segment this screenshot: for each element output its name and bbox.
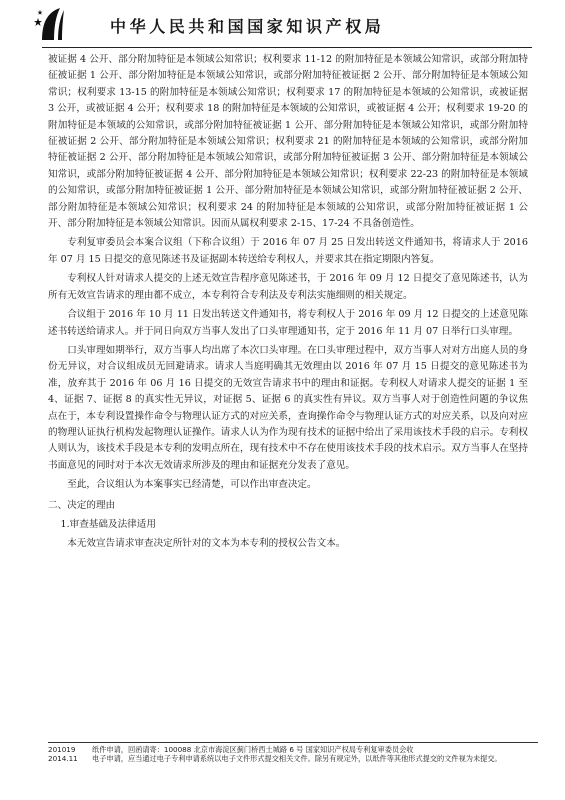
paragraph-hearing-notice: 合议组于 2016 年 10 月 11 日发出转送文件通知书，将专利权人于 2016 年 09 月 12 日提交的上述意见陈述书转送给请求人。并于同日向双方当事人发出了口头审理通知书，定于 2016 年 11 月 07 日举行口头审理。 <box>48 309 528 337</box>
cnipa-emblem-icon <box>34 6 70 42</box>
footer-row <box>48 745 538 754</box>
electronic-filing-note: 电子申请，应当通过电子专利申请系统以电子文件形式提交相关文件。除另有规定外，以纸件等其他形式提交的文件视为未提交。 <box>92 754 502 764</box>
header-rule <box>42 47 532 48</box>
paragraph-oral-hearing: 口头审理如期举行，双方当事人均出席了本次口头审理。在口头审理过程中，双方当事人对对方出庭人员的身份无异议，对合议组成员无回避请求。请求人当庭明确其无效理由以 2016 年 07 月 15 日提交的意见陈述书为准，放弃其于 2016 年 06 月 16 日提交的无效宣告请求书中的理由和证据。专利权人对请求人提交的证据 1 至 4、证据 7、证据 8 的真实性无异议，对证据 5、证据 6 的真实性有异议。双方当事人对于创造性问题的争议焦点在于，本专利设置操作命令与物理认证方式的对应关系，查询操作命令与物理认证方式的对应关系，以及向对应的物理认证执行机构发起物理认证操作。请求人认为作为现有技术的证据中给出了采用该技术手段的启示。专利权人则认为，该技术手段是本专利的发明点所在，现有技术中不存在使用该技术手段的技术启示。双方当事人在坚持书面意见的同时对于本次无效请求所涉及的理由和证据充分发表了意见。 <box>48 344 528 471</box>
paragraph-patentee-response: 专利权人针对请求人提交的上述无效宣告程序意见陈述书，于 2016 年 09 月 12 日提交了意见陈述书，认为所有无效宣告请求的理由都不成立，本专利符合专利法及专利法实施细则的相关规定。 <box>48 273 528 301</box>
footer <box>48 742 538 764</box>
form-code: 201019 <box>48 744 76 754</box>
letterhead <box>0 0 565 48</box>
footer-row <box>48 754 538 763</box>
paragraph-transfer-notice: 专利复审委员会本案合议组（下称合议组）于 2016 年 07 月 25 日发出转送文件通知书，将请求人于 2016 年 07 月 15 日提交的意见陈述书及证据副本转送给专利权人，并要求其在指定期限内答复。 <box>48 237 528 265</box>
section-heading: 二、决定的理由 <box>48 499 116 511</box>
footer-rule <box>48 742 538 743</box>
office-name: 中华人民共和国国家知识产权局 <box>110 17 385 36</box>
form-date: 2014.11 <box>48 754 78 764</box>
paper-filing-note: 纸件申请，回函请寄：100088 北京市海淀区蓟门桥西土城路 6 号 国家知识产权局专利复审委员会收 <box>92 744 414 754</box>
decision-body <box>48 52 528 556</box>
continued-paragraph: 被证据 4 公开、部分附加特征是本领域公知常识；权利要求 11-12 的附加特征是本领域公知常识，或部分附加特征被证据 1 公开、部分附加特征是本领域公知常识，或部分附加特征被证据 2 公开、部分附加特征是本领域公知常识；权利要求 13-15 的附加特征是本领域公知常识；权利要求 17 的附加特征是本领域的公知常识，或被证据 3 公开，或被证据 4 公开；权利要求 18 的附加特征是本领域的公知常识，或被证据 4 公开；权利要求 19-20 的附加特征是本领域的公知常识，或部分附加特征被证据 1 公开、部分附加特征是本领域公知常识，或部分附加特征被证据 2 公开、部分附加特征是本领域公知常识；权利要求 21 的附加特征是本领域的公知常识，或部分附加特征被证据 2 公开、部分附加特征是本领域公知常识，或部分附加特征被证据 3 公开、部分附加特征是本领域公知常识，或部分附加特征被证据 4 公开、部分附加特征是本领域公知常识；权利要求 22-23 的附加特征是本领域的公知常识，或部分附加特征被证据 1 公开、部分附加特征是本领域公知常识，或部分附加特征被证据 2 公开、部分附加特征是本领域公知常识；权利要求 24 的附加特征是本领域的公知常识，或部分附加特征被证据 1 公开、部分附加特征是本领域公知常识。因而从属权利要求 2-15、17-24 不具备创造性。 <box>48 54 528 230</box>
subsection-heading: 1.审查基础及法律适用 <box>60 518 156 530</box>
paragraph-facts-clear: 至此，合议组认为本案事实已经清楚，可以作出审查决定。 <box>67 479 317 491</box>
paragraph-examination-basis: 本无效宣告请求审查决定所针对的文本为本专利的授权公告文本。 <box>67 538 346 550</box>
